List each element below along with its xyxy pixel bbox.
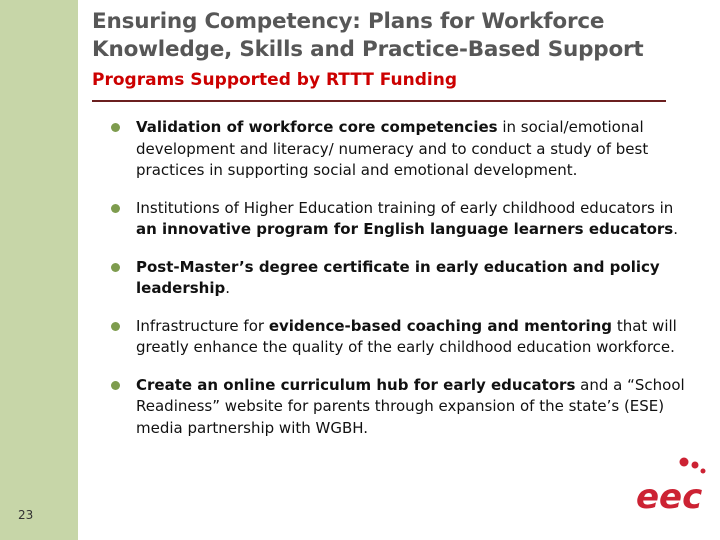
bullet-item-infrastructure (110, 316, 690, 359)
left-sidebar-band (0, 0, 78, 540)
divider-rule (92, 100, 666, 102)
logo-dot-2 (692, 462, 699, 469)
title-line-2: Knowledge, Skills and Practice-Based Support (92, 37, 644, 62)
slide-title (92, 8, 717, 64)
bullet-item-higher-education (110, 198, 690, 241)
bullet-dot-icon (111, 381, 120, 390)
bullet-item-post-masters (110, 257, 690, 300)
bullet-text: Institutions of Higher Education training of early childhood educators in (136, 198, 674, 217)
bullet-bold-text: Create an online curriculum hub for early educators (136, 375, 576, 394)
eec-logo (634, 456, 712, 516)
bullet-text: and a “School Readiness” website for parents through expansion of the state’s (ESE) media partnership with WGBH. (136, 375, 685, 437)
bullet-text: Infrastructure for (136, 316, 269, 335)
bullet-text: . (225, 279, 231, 297)
bullet-text: that will greatly enhance the quality of the early childhood education workforce. (136, 316, 677, 356)
slide-subtitle: Programs Supported by RTTT Funding (92, 70, 458, 90)
logo-dot-1 (680, 458, 689, 467)
bullet-dot-icon (111, 263, 120, 272)
bullet-dot-icon (111, 322, 120, 331)
bullet-text: in social/emotional development and literacy/ numeracy and to conduct a study of best practices in supporting social and emotional development. (136, 118, 649, 179)
bullet-item-validation (110, 117, 690, 182)
bullet-list (110, 117, 690, 439)
bullet-item-curriculum-hub (110, 375, 690, 440)
bullet-dot-icon (111, 123, 120, 132)
bullet-bold-text: evidence-based coaching and mentoring (268, 316, 613, 335)
bullet-text: . (673, 220, 679, 238)
bullet-bold-text: Validation of workforce core competencies (136, 118, 498, 136)
bullet-bold-text: Post-Master’s degree certificate in early education and policy leadership (136, 257, 660, 297)
title-line-1: Ensuring Competency: Plans for Workforce (92, 9, 605, 34)
logo-dot-3 (701, 469, 706, 474)
page-number: 23 (18, 508, 34, 522)
logo-text: eec (636, 477, 703, 516)
bullet-dot-icon (111, 204, 120, 213)
bullet-bold-text: an innovative program for English language learners educators (136, 220, 674, 238)
